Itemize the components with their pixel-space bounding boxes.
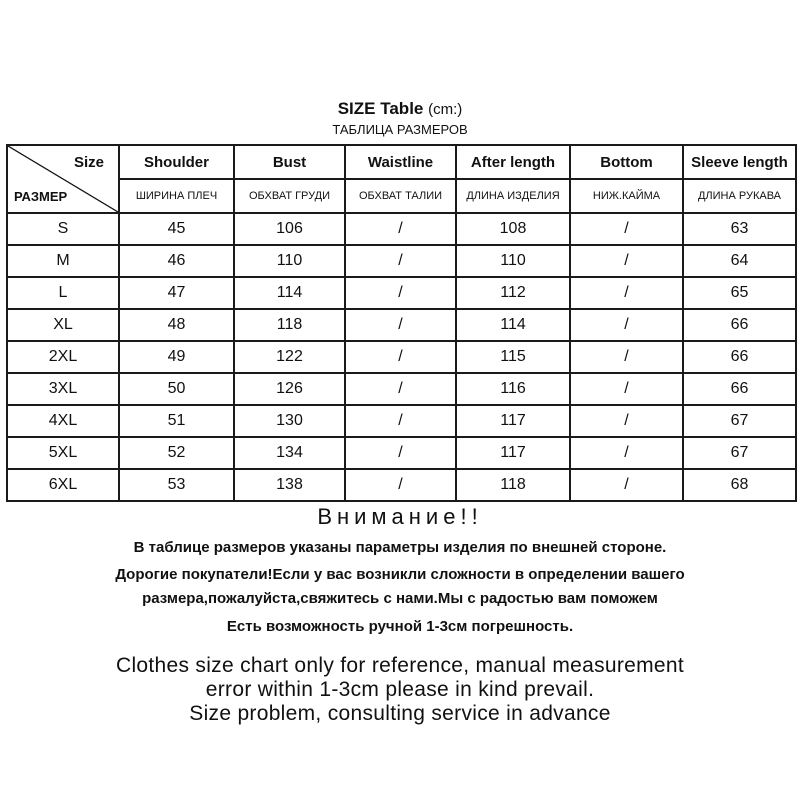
value-cell: 51	[119, 405, 234, 437]
size-cell: 4XL	[7, 405, 119, 437]
size-cell: 5XL	[7, 437, 119, 469]
table-subtitle: ТАБЛИЦА РАЗМЕРОВ	[332, 122, 468, 137]
value-cell: /	[345, 405, 456, 437]
size-cell: 6XL	[7, 469, 119, 501]
value-cell: 66	[683, 309, 796, 341]
table-row	[7, 341, 796, 373]
value-cell: 53	[119, 469, 234, 501]
size-cell: M	[7, 245, 119, 277]
value-cell: 68	[683, 469, 796, 501]
value-cell: 49	[119, 341, 234, 373]
value-cell: /	[570, 213, 683, 245]
value-cell: /	[570, 309, 683, 341]
value-cell: 50	[119, 373, 234, 405]
value-cell: /	[570, 469, 683, 501]
value-cell: 122	[234, 341, 345, 373]
value-cell: 64	[683, 245, 796, 277]
table-row	[7, 245, 796, 277]
value-cell: /	[345, 277, 456, 309]
value-cell: 130	[234, 405, 345, 437]
value-cell: /	[345, 213, 456, 245]
value-cell: 138	[234, 469, 345, 501]
value-cell: /	[570, 437, 683, 469]
value-cell: 117	[456, 437, 570, 469]
value-cell: /	[570, 373, 683, 405]
table-title	[0, 98, 800, 121]
col-header-ru: ДЛИНА ИЗДЕЛИЯ	[456, 179, 570, 213]
value-cell: 110	[234, 245, 345, 277]
table-row	[7, 469, 796, 501]
notice-en-line: Clothes size chart only for reference, manual measurement	[115, 654, 685, 677]
corner-size-label: Size	[73, 154, 104, 171]
size-table	[6, 144, 797, 502]
col-header-en: Bust	[234, 145, 345, 179]
table-row	[7, 437, 796, 469]
size-cell: 2XL	[7, 341, 119, 373]
value-cell: 134	[234, 437, 345, 469]
corner-ru-label: РАЗМЕР	[14, 189, 68, 204]
col-header-en: Waistline	[345, 145, 456, 179]
value-cell: 46	[119, 245, 234, 277]
table-row	[7, 213, 796, 245]
table-row	[7, 405, 796, 437]
col-header-ru: НИЖ.КАЙМА	[570, 179, 683, 213]
notice-ru-line: размера,пожалуйста,свяжитесь с нами.Мы с радостью вам поможем	[142, 590, 658, 607]
table-row	[7, 277, 796, 309]
value-cell: 116	[456, 373, 570, 405]
value-cell: 47	[119, 277, 234, 309]
value-cell: 63	[683, 213, 796, 245]
value-cell: 115	[456, 341, 570, 373]
col-header-en: Bottom	[570, 145, 683, 179]
value-cell: 118	[234, 309, 345, 341]
notice-ru-line: Есть возможность ручной 1-3см погрешность.	[226, 618, 574, 635]
title-unit: (cm:)	[428, 101, 463, 118]
notice-heading: Внимание!!	[317, 504, 483, 529]
header-row-en	[7, 145, 796, 179]
value-cell: /	[570, 341, 683, 373]
value-cell: 106	[234, 213, 345, 245]
value-cell: 114	[234, 277, 345, 309]
value-cell: 67	[683, 405, 796, 437]
col-header-ru: ОБХВАТ ТАЛИИ	[345, 179, 456, 213]
value-cell: /	[345, 437, 456, 469]
title-text: SIZE Table	[337, 99, 424, 118]
col-header-en: Shoulder	[119, 145, 234, 179]
notice-en-line: error within 1-3cm please in kind prevail.	[205, 678, 595, 701]
col-header-ru: ОБХВАТ ГРУДИ	[234, 179, 345, 213]
size-cell: S	[7, 213, 119, 245]
value-cell: /	[345, 469, 456, 501]
col-header-ru: ДЛИНА РУКАВА	[683, 179, 796, 213]
value-cell: 52	[119, 437, 234, 469]
value-cell: 114	[456, 309, 570, 341]
size-cell: L	[7, 277, 119, 309]
size-cell: XL	[7, 309, 119, 341]
table-row	[7, 309, 796, 341]
value-cell: /	[345, 245, 456, 277]
value-cell: 112	[456, 277, 570, 309]
value-cell: 66	[683, 373, 796, 405]
value-cell: /	[345, 373, 456, 405]
value-cell: 45	[119, 213, 234, 245]
value-cell: 118	[456, 469, 570, 501]
notice-ru-line: Дорогие покупатели!Если у вас возникли сложности в определении вашего	[115, 566, 685, 583]
col-header-ru: ШИРИНА ПЛЕЧ	[119, 179, 234, 213]
value-cell: /	[570, 405, 683, 437]
value-cell: 66	[683, 341, 796, 373]
value-cell: 126	[234, 373, 345, 405]
size-cell: 3XL	[7, 373, 119, 405]
notice-ru-line: В таблице размеров указаны параметры изделия по внешней стороне.	[133, 539, 667, 556]
value-cell: 48	[119, 309, 234, 341]
value-cell: /	[345, 309, 456, 341]
col-header-en: After length	[456, 145, 570, 179]
value-cell: 117	[456, 405, 570, 437]
value-cell: /	[570, 245, 683, 277]
value-cell: 108	[456, 213, 570, 245]
header-row-ru	[7, 179, 796, 213]
value-cell: /	[570, 277, 683, 309]
value-cell: /	[345, 341, 456, 373]
value-cell: 65	[683, 277, 796, 309]
table-row	[7, 373, 796, 405]
value-cell: 110	[456, 245, 570, 277]
corner-cell	[7, 145, 119, 213]
notice-en-line: Size problem, consulting service in advance	[189, 702, 611, 725]
value-cell: 67	[683, 437, 796, 469]
col-header-en: Sleeve length	[683, 145, 796, 179]
